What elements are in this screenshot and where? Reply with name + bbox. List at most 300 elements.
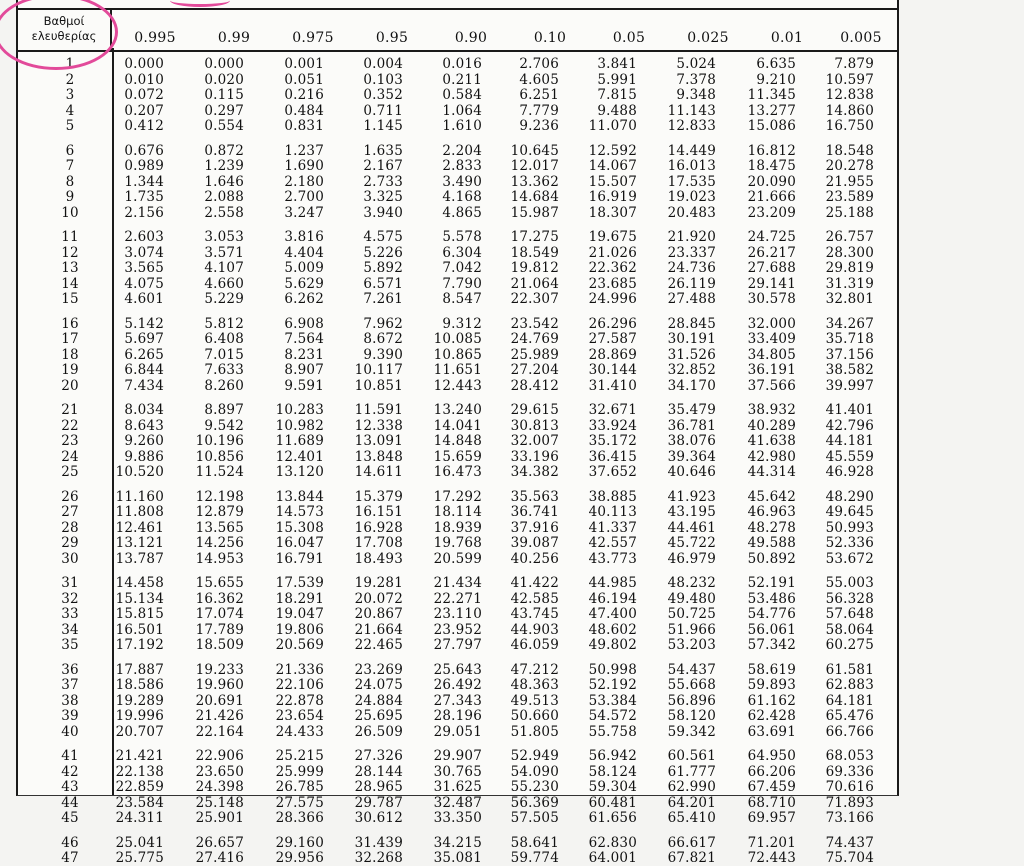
prob-header-6: 0.05 xyxy=(612,30,646,46)
table-cell: 12.833 xyxy=(667,118,716,134)
df-value: 21 xyxy=(61,402,79,418)
table-cell: 57.342 xyxy=(747,637,796,653)
table-cell: 2.603 xyxy=(124,229,164,245)
table-cell: 21.664 xyxy=(354,621,403,638)
table-cell: 32.268 xyxy=(354,850,403,866)
table-cell: 3.571 xyxy=(204,244,244,261)
table-cell: 60.275 xyxy=(825,637,874,653)
table-cell: 9.390 xyxy=(363,346,403,363)
table-cell: 22.362 xyxy=(588,260,637,276)
table-cell: 32.671 xyxy=(588,402,637,418)
table-cell: 53.486 xyxy=(747,590,796,607)
table-cell: 45.722 xyxy=(667,535,716,551)
table-cell: 2.733 xyxy=(363,173,403,190)
table-cell: 10.851 xyxy=(354,377,403,394)
table-cell: 57.505 xyxy=(510,810,559,826)
table-cell: 48.290 xyxy=(825,488,874,505)
table-cell: 20.483 xyxy=(667,204,716,221)
table-cell: 62.883 xyxy=(825,677,874,693)
table-cell: 2.558 xyxy=(204,204,244,221)
table-cell: 61.656 xyxy=(588,810,637,826)
df-value: 46 xyxy=(61,834,79,851)
table-cell: 7.434 xyxy=(124,377,164,394)
table-cell: 31.439 xyxy=(354,834,403,851)
table-cell: 18.475 xyxy=(747,158,796,174)
table-cell: 10.982 xyxy=(275,417,324,434)
table-cell: 3.841 xyxy=(597,56,637,72)
table-cell: 5.229 xyxy=(204,291,244,307)
table-cell: 12.592 xyxy=(588,142,637,159)
table-cell: 4.601 xyxy=(124,291,164,307)
table-cell: 64.181 xyxy=(825,692,874,709)
table-cell: 0.584 xyxy=(442,87,482,103)
table-cell: 28.845 xyxy=(667,315,716,332)
table-cell: 14.573 xyxy=(275,504,324,520)
table-cell: 35.172 xyxy=(588,433,637,449)
table-cell: 27.797 xyxy=(433,637,482,653)
table-cell: 12.198 xyxy=(195,488,244,505)
table-cell: 41.401 xyxy=(825,402,874,418)
table-cell: 64.201 xyxy=(667,794,716,811)
table-cell: 10.196 xyxy=(195,433,244,449)
table-cell: 16.362 xyxy=(195,590,244,607)
table-cell: 0.484 xyxy=(284,102,324,119)
df-value: 32 xyxy=(61,590,79,607)
table-cell: 32.801 xyxy=(825,291,874,307)
table-cell: 43.745 xyxy=(510,606,559,622)
table-cell: 55.758 xyxy=(588,723,637,740)
table-cell: 6.262 xyxy=(284,291,324,307)
table-cell: 22.307 xyxy=(510,291,559,307)
df-value: 13 xyxy=(61,260,79,276)
table-cell: 75.704 xyxy=(825,850,874,866)
table-cell: 43.195 xyxy=(667,504,716,520)
table-cell: 5.578 xyxy=(442,229,482,245)
table-cell: 15.987 xyxy=(510,204,559,221)
table-cell: 0.004 xyxy=(363,56,403,72)
table-cell: 27.488 xyxy=(667,291,716,307)
table-cell: 15.379 xyxy=(354,488,403,505)
table-cell: 14.611 xyxy=(354,464,403,480)
df-value: 6 xyxy=(65,142,75,159)
table-cell: 5.892 xyxy=(363,260,403,276)
table-cell: 1.064 xyxy=(442,102,482,119)
table-cell: 33.924 xyxy=(588,417,637,434)
table-cell: 26.657 xyxy=(195,834,244,851)
table-cell: 5.142 xyxy=(124,315,164,332)
table-cell: 55.668 xyxy=(667,677,716,693)
df-value: 38 xyxy=(61,692,79,709)
table-cell: 32.487 xyxy=(433,794,482,811)
table-cell: 40.646 xyxy=(667,464,716,480)
prob-header-4: 0.90 xyxy=(454,30,488,46)
table-cell: 19.768 xyxy=(433,535,482,551)
table-cell: 55.003 xyxy=(825,575,874,591)
table-cell: 29.956 xyxy=(275,850,324,866)
table-cell: 1.610 xyxy=(442,118,482,134)
table-cell: 13.565 xyxy=(195,519,244,536)
df-header-line2: ελευθερίας xyxy=(31,29,97,43)
table-cell: 24.725 xyxy=(747,229,796,245)
table-cell: 31.625 xyxy=(433,779,482,795)
table-cell: 9.488 xyxy=(597,102,637,119)
table-cell: 52.336 xyxy=(825,535,874,551)
table-cell: 25.148 xyxy=(195,794,244,811)
table-cell: 16.151 xyxy=(354,504,403,520)
table-cell: 69.957 xyxy=(747,810,796,826)
table-cell: 11.524 xyxy=(195,464,244,480)
table-cell: 17.708 xyxy=(354,535,403,551)
table-cell: 10.645 xyxy=(510,142,559,159)
table-cell: 0.872 xyxy=(204,142,244,159)
table-cell: 34.215 xyxy=(433,834,482,851)
table-cell: 7.790 xyxy=(442,275,482,292)
table-cell: 7.564 xyxy=(284,331,324,347)
table-cell: 4.075 xyxy=(124,275,164,292)
table-cell: 3.816 xyxy=(284,229,324,245)
chi-square-table xyxy=(16,0,899,866)
prob-header-9: 0.005 xyxy=(840,30,882,46)
table-cell: 15.507 xyxy=(588,173,637,190)
table-cell: 11.808 xyxy=(115,504,164,520)
table-cell: 22.138 xyxy=(115,763,164,780)
table-cell: 11.160 xyxy=(115,488,164,505)
table-cell: 7.015 xyxy=(204,346,244,363)
table-cell: 62.428 xyxy=(747,708,796,724)
table-cell: 15.655 xyxy=(195,575,244,591)
table-cell: 52.191 xyxy=(747,575,796,591)
table-cell: 26.492 xyxy=(433,677,482,693)
table-cell: 25.215 xyxy=(275,748,324,764)
table-cell: 21.336 xyxy=(275,661,324,678)
table-cell: 24.398 xyxy=(195,779,244,795)
table-cell: 39.087 xyxy=(510,535,559,551)
table-cell: 22.859 xyxy=(115,779,164,795)
table-cell: 24.311 xyxy=(115,810,164,826)
df-value: 5 xyxy=(65,118,75,134)
table-cell: 20.707 xyxy=(115,723,164,740)
df-value: 33 xyxy=(61,606,79,622)
table-cell: 37.566 xyxy=(747,377,796,394)
table-cell: 42.980 xyxy=(747,448,796,465)
df-value: 7 xyxy=(65,158,75,174)
table-cell: 19.233 xyxy=(195,661,244,678)
table-cell: 14.953 xyxy=(195,550,244,567)
table-cell: 23.654 xyxy=(275,708,324,724)
prob-header-0: 0.995 xyxy=(134,30,176,46)
table-cell: 24.075 xyxy=(354,677,403,693)
table-cell: 12.017 xyxy=(510,158,559,174)
table-cell: 8.034 xyxy=(124,402,164,418)
df-value: 10 xyxy=(61,204,79,221)
table-cell: 23.589 xyxy=(825,189,874,205)
table-cell: 46.979 xyxy=(667,550,716,567)
table-cell: 56.896 xyxy=(667,692,716,709)
table-cell: 26.785 xyxy=(275,779,324,795)
table-cell: 38.885 xyxy=(588,488,637,505)
table-cell: 54.090 xyxy=(510,763,559,780)
table-cell: 48.278 xyxy=(747,519,796,536)
table-cell: 28.196 xyxy=(433,708,482,724)
table-cell: 22.106 xyxy=(275,677,324,693)
table-cell: 17.535 xyxy=(667,173,716,190)
table-cell: 63.691 xyxy=(747,723,796,740)
table-cell: 52.949 xyxy=(510,748,559,764)
table-cell: 4.404 xyxy=(284,244,324,261)
table-cell: 16.750 xyxy=(825,118,874,134)
table-cell: 58.124 xyxy=(588,763,637,780)
table-cell: 51.805 xyxy=(510,723,559,740)
table-cell: 61.581 xyxy=(825,661,874,678)
table-cell: 6.571 xyxy=(363,275,403,292)
table-cell: 4.660 xyxy=(204,275,244,292)
df-value: 11 xyxy=(61,229,79,245)
table-cell: 0.412 xyxy=(124,118,164,134)
df-value: 14 xyxy=(61,275,79,292)
table-cell: 60.481 xyxy=(588,794,637,811)
table-cell: 6.304 xyxy=(442,244,482,261)
table-cell: 19.806 xyxy=(275,621,324,638)
table-cell: 42.796 xyxy=(825,417,874,434)
table-cell: 8.907 xyxy=(284,362,324,378)
table-cell: 7.815 xyxy=(597,87,637,103)
table-cell: 4.107 xyxy=(204,260,244,276)
table-cell: 7.633 xyxy=(204,362,244,378)
table-cell: 16.812 xyxy=(747,142,796,159)
table-cell: 20.072 xyxy=(354,590,403,607)
prob-header-3: 0.95 xyxy=(375,30,409,46)
table-cell: 22.906 xyxy=(195,748,244,764)
table-cell: 16.919 xyxy=(588,189,637,205)
table-cell: 8.231 xyxy=(284,346,324,363)
table-cell: 10.865 xyxy=(433,346,482,363)
table-cell: 57.648 xyxy=(825,606,874,622)
df-value: 40 xyxy=(61,723,79,740)
table-cell: 0.020 xyxy=(204,71,244,88)
table-cell: 14.041 xyxy=(433,417,482,434)
table-cell: 23.584 xyxy=(115,794,164,811)
table-cell: 17.292 xyxy=(433,488,482,505)
table-cell: 23.952 xyxy=(433,621,482,638)
table-cell: 30.578 xyxy=(747,291,796,307)
table-cell: 13.121 xyxy=(115,535,164,551)
table-cell: 27.575 xyxy=(275,794,324,811)
table-cell: 34.805 xyxy=(747,346,796,363)
table-cell: 19.996 xyxy=(115,708,164,724)
table-cell: 34.382 xyxy=(510,464,559,480)
table-cell: 27.688 xyxy=(747,260,796,276)
df-value: 24 xyxy=(61,448,79,465)
table-cell: 27.204 xyxy=(510,362,559,378)
table-cell: 49.513 xyxy=(510,692,559,709)
df-value: 47 xyxy=(61,850,79,866)
table-cell: 29.907 xyxy=(433,748,482,764)
table-cell: 18.493 xyxy=(354,550,403,567)
table-cell: 54.776 xyxy=(747,606,796,622)
table-cell: 13.787 xyxy=(115,550,164,567)
table-cell: 32.000 xyxy=(747,315,796,332)
table-cell: 21.421 xyxy=(115,748,164,764)
table-cell: 28.300 xyxy=(825,244,874,261)
table-cell: 9.210 xyxy=(756,71,796,88)
table-cell: 48.363 xyxy=(510,677,559,693)
table-cell: 41.337 xyxy=(588,519,637,536)
table-cell: 18.114 xyxy=(433,504,482,520)
table-cell: 18.509 xyxy=(195,637,244,653)
table-cell: 41.422 xyxy=(510,575,559,591)
table-cell: 16.473 xyxy=(433,464,482,480)
table-cell: 2.204 xyxy=(442,142,482,159)
table-cell: 73.166 xyxy=(825,810,874,826)
table-cell: 21.026 xyxy=(588,244,637,261)
table-cell: 42.557 xyxy=(588,535,637,551)
table-cell: 62.990 xyxy=(667,779,716,795)
table-cell: 3.490 xyxy=(442,173,482,190)
table-cell: 46.963 xyxy=(747,504,796,520)
table-cell: 68.710 xyxy=(747,794,796,811)
table-cell: 13.091 xyxy=(354,433,403,449)
df-value: 31 xyxy=(61,575,79,591)
table-cell: 31.526 xyxy=(667,346,716,363)
table-cell: 31.319 xyxy=(825,275,874,292)
table-cell: 44.985 xyxy=(588,575,637,591)
table-cell: 14.067 xyxy=(588,158,637,174)
table-cell: 33.196 xyxy=(510,448,559,465)
table-cell: 40.289 xyxy=(747,417,796,434)
table-cell: 36.415 xyxy=(588,448,637,465)
df-value: 34 xyxy=(61,621,79,638)
table-cell: 18.939 xyxy=(433,519,482,536)
table-cell: 43.773 xyxy=(588,550,637,567)
table-cell: 47.212 xyxy=(510,661,559,678)
table-cell: 64.001 xyxy=(588,850,637,866)
df-value: 20 xyxy=(61,377,79,394)
table-cell: 28.366 xyxy=(275,810,324,826)
table-cell: 0.211 xyxy=(442,71,482,88)
table-cell: 52.192 xyxy=(588,677,637,693)
table-cell: 59.774 xyxy=(510,850,559,866)
table-cell: 9.236 xyxy=(519,118,559,134)
table-cell: 44.461 xyxy=(667,519,716,536)
table-cell: 59.304 xyxy=(588,779,637,795)
table-cell: 35.718 xyxy=(825,331,874,347)
table-cell: 21.955 xyxy=(825,173,874,190)
df-value: 9 xyxy=(65,189,75,205)
table-cell: 0.072 xyxy=(124,87,164,103)
table-cell: 3.565 xyxy=(124,260,164,276)
table-cell: 74.437 xyxy=(825,834,874,851)
table-cell: 0.352 xyxy=(363,87,403,103)
table-cell: 44.903 xyxy=(510,621,559,638)
table-cell: 71.893 xyxy=(825,794,874,811)
df-value: 12 xyxy=(61,244,79,261)
prob-header-2: 0.975 xyxy=(292,30,334,46)
table-cell: 0.831 xyxy=(284,118,324,134)
table-cell: 4.168 xyxy=(442,189,482,205)
table-cell: 45.559 xyxy=(825,448,874,465)
df-value: 43 xyxy=(61,779,79,795)
table-cell: 7.042 xyxy=(442,260,482,276)
table-cell: 44.314 xyxy=(747,464,796,480)
table-cell: 55.230 xyxy=(510,779,559,795)
df-value: 8 xyxy=(65,173,75,190)
table-cell: 2.700 xyxy=(284,189,324,205)
table-cell: 29.787 xyxy=(354,794,403,811)
table-cell: 7.879 xyxy=(834,56,874,72)
table-cell: 0.103 xyxy=(363,71,403,88)
table-cell: 0.989 xyxy=(124,158,164,174)
table-cell: 20.599 xyxy=(433,550,482,567)
table-cell: 40.256 xyxy=(510,550,559,567)
table-cell: 16.013 xyxy=(667,158,716,174)
table-cell: 20.691 xyxy=(195,692,244,709)
table-cell: 13.277 xyxy=(747,102,796,119)
table-cell: 2.088 xyxy=(204,189,244,205)
table-cell: 35.081 xyxy=(433,850,482,866)
table-cell: 13.120 xyxy=(275,464,324,480)
table-cell: 8.260 xyxy=(204,377,244,394)
table-cell: 69.336 xyxy=(825,763,874,780)
table-cell: 6.635 xyxy=(756,56,796,72)
table-cell: 61.777 xyxy=(667,763,716,780)
table-cell: 67.821 xyxy=(667,850,716,866)
table-cell: 12.879 xyxy=(195,504,244,520)
table-cell: 20.090 xyxy=(747,173,796,190)
table-cell: 50.725 xyxy=(667,606,716,622)
table-cell: 59.893 xyxy=(747,677,796,693)
table-cell: 17.074 xyxy=(195,606,244,622)
table-cell: 18.291 xyxy=(275,590,324,607)
df-value: 3 xyxy=(65,87,75,103)
table-cell: 19.675 xyxy=(588,229,637,245)
table-cell: 10.117 xyxy=(354,362,403,378)
table-cell: 21.920 xyxy=(667,229,716,245)
table-cell: 48.232 xyxy=(667,575,716,591)
table-cell: 20.867 xyxy=(354,606,403,622)
table-cell: 13.844 xyxy=(275,488,324,505)
table-cell: 71.201 xyxy=(747,834,796,851)
table-cell: 13.848 xyxy=(354,448,403,465)
df-value: 25 xyxy=(61,464,79,480)
table-cell: 30.813 xyxy=(510,417,559,434)
table-cell: 4.575 xyxy=(363,229,403,245)
table-cell: 25.999 xyxy=(275,763,324,780)
table-cell: 21.426 xyxy=(195,708,244,724)
table-cell: 8.672 xyxy=(363,331,403,347)
table-cell: 65.410 xyxy=(667,810,716,826)
table-cell: 0.207 xyxy=(124,102,164,119)
table-cell: 5.629 xyxy=(284,275,324,292)
table-cell: 1.690 xyxy=(284,158,324,174)
table-cell: 29.160 xyxy=(275,834,324,851)
df-value: 23 xyxy=(61,433,79,449)
table-cell: 5.009 xyxy=(284,260,324,276)
table-cell: 22.271 xyxy=(433,590,482,607)
table-cell: 21.666 xyxy=(747,189,796,205)
table-cell: 25.775 xyxy=(115,850,164,866)
table-cell: 6.844 xyxy=(124,362,164,378)
table-cell: 7.378 xyxy=(676,71,716,88)
df-value: 30 xyxy=(61,550,79,567)
table-cell: 56.328 xyxy=(825,590,874,607)
table-cell: 26.757 xyxy=(825,229,874,245)
df-value: 44 xyxy=(61,794,79,811)
df-value: 28 xyxy=(61,519,79,536)
table-cell: 8.547 xyxy=(442,291,482,307)
df-value: 41 xyxy=(61,748,79,764)
table-cell: 24.433 xyxy=(275,723,324,740)
table-cell: 7.779 xyxy=(519,102,559,119)
